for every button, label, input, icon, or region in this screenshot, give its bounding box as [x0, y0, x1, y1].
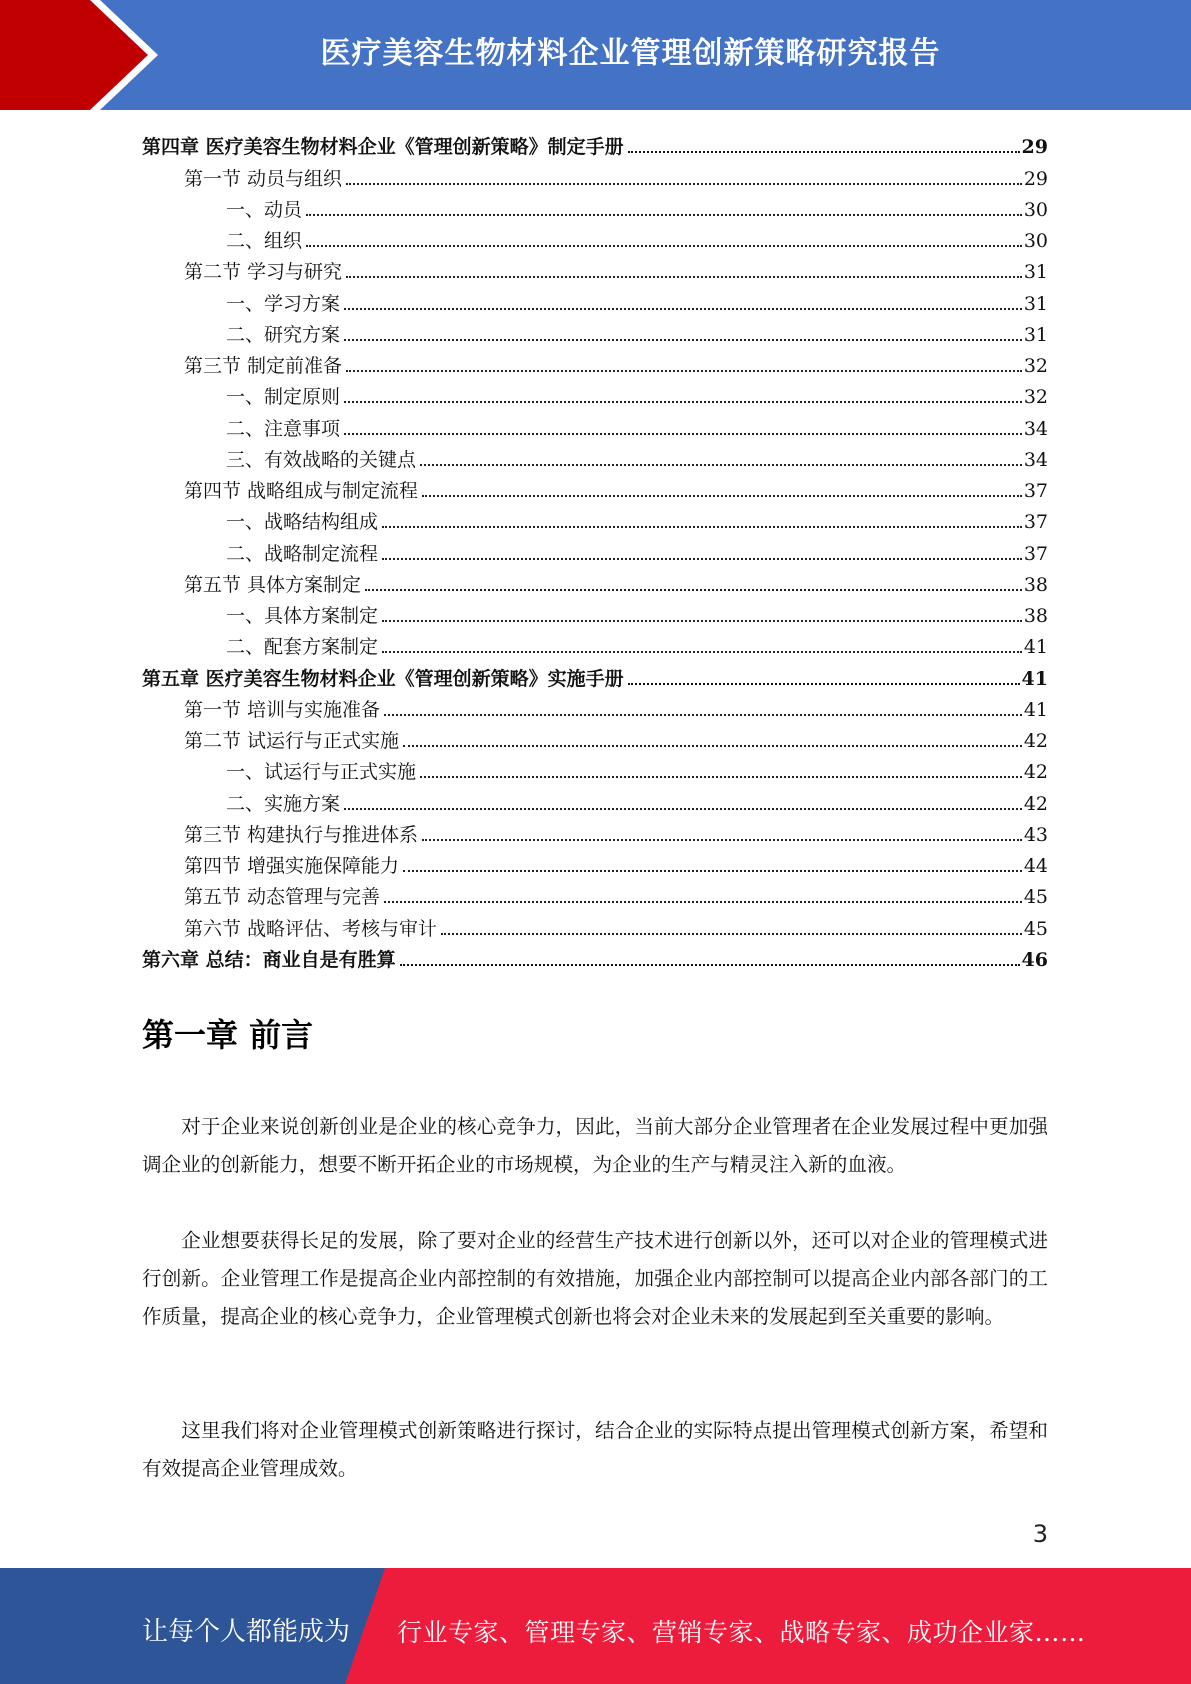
toc-subsection-entry[interactable] [142, 534, 1048, 565]
toc-page-number: 31 [1023, 292, 1048, 315]
toc-page-number: 38 [1023, 605, 1048, 627]
toc-page-number: 46 [1021, 948, 1048, 971]
toc-dot-leader [403, 745, 1022, 747]
toc-section-entry[interactable] [142, 159, 1048, 190]
toc-page-number: 37 [1023, 480, 1048, 502]
toc-dot-leader [306, 245, 1022, 247]
toc-page-number: 34 [1023, 448, 1048, 471]
toc-page-number: 32 [1023, 386, 1048, 409]
page-header [0, 0, 1191, 110]
toc-entry-label: 二、注意事项 [226, 417, 341, 440]
toc-page-number: 34 [1023, 417, 1048, 440]
toc-dot-leader [384, 901, 1022, 903]
toc-entry-label: 一、制定原则 [226, 386, 341, 409]
toc-subsection-entry[interactable] [142, 441, 1048, 472]
toc-entry-label: 第五章 医疗美容生物材料企业《管理创新策略》实施手册 [142, 667, 624, 690]
toc-section-entry[interactable] [142, 816, 1048, 847]
toc-subsection-entry[interactable] [142, 628, 1048, 659]
toc-entry-label: 二、研究方案 [226, 323, 341, 346]
toc-entry-label: 第四节 增强实施保障能力 [184, 855, 400, 877]
footer-slogan-right: 行业专家、管理专家、营销专家、战略专家、成功企业家…… [397, 1618, 1086, 1647]
toc-entry-label: 第六章 总结：商业自是有胜算 [142, 948, 396, 971]
page-footer [0, 1568, 1191, 1684]
toc-page-number: 37 [1023, 511, 1048, 534]
body-paragraph: 对于企业来说创新创业是企业的核心竞争力，因此，当前大部分企业管理者在企业发展过程中更加强调企业的创新能力，想要不断开拓企业的市场规模，为企业的生产与精灵注入新的血液。 [142, 1115, 1048, 1176]
toc-section-entry[interactable] [142, 878, 1048, 909]
toc-page-number: 30 [1023, 198, 1048, 221]
toc-dot-leader [382, 651, 1022, 653]
toc-section-entry[interactable] [142, 722, 1048, 753]
toc-section-entry[interactable] [142, 566, 1048, 597]
toc-section-entry[interactable] [142, 847, 1048, 878]
toc-subsection-entry[interactable] [142, 222, 1048, 253]
toc-dot-leader [628, 683, 1020, 685]
toc-page-number: 37 [1023, 542, 1048, 565]
footer-slogan-left: 让每个人都能成为 [142, 1617, 351, 1647]
toc-entry-label: 第三节 制定前准备 [184, 355, 343, 377]
toc-page-number: 29 [1023, 167, 1048, 190]
toc-dot-leader [306, 214, 1022, 216]
toc-dot-leader [382, 620, 1022, 622]
toc-page-number: 32 [1023, 355, 1048, 377]
toc-dot-leader [344, 433, 1022, 435]
toc-subsection-entry[interactable] [142, 753, 1048, 784]
report-title: 医疗美容生物材料企业管理创新策略研究报告 [320, 36, 941, 71]
toc-page-number: 31 [1023, 323, 1048, 346]
toc-dot-leader [384, 714, 1022, 716]
toc-entry-label: 一、试运行与正式实施 [226, 761, 417, 784]
toc-dot-leader [346, 183, 1022, 185]
body-paragraph: 企业想要获得长足的发展，除了要对企业的经营生产技术进行创新以外，还可以对企业的管理模式进行创新。企业管理工作是提高企业内部控制的有效措施，加强企业内部控制可以提高企业内部各部门的工作质量，提高企业的核心竞争力，企业管理模式创新也将会对企业未来的发展起到至关重要的影响。 [142, 1229, 1048, 1328]
toc-dot-leader [420, 776, 1022, 778]
toc-dot-leader [344, 808, 1022, 810]
toc-page-number: 45 [1023, 917, 1048, 940]
toc-dot-leader [403, 870, 1022, 872]
toc-page-number: 42 [1023, 730, 1048, 752]
toc-page-number: 29 [1021, 136, 1048, 159]
toc-entry-label: 二、组织 [226, 230, 303, 252]
toc-entry-label: 第六节 战略评估、考核与审计 [184, 917, 438, 940]
toc-entry-label: 二、配套方案制定 [226, 636, 379, 659]
toc-entry-label: 一、战略结构组成 [226, 511, 379, 534]
toc-dot-leader [344, 401, 1022, 403]
toc-page-number: 38 [1023, 573, 1048, 596]
toc-entry-label: 三、有效战略的关键点 [226, 448, 417, 471]
toc-dot-leader [344, 308, 1022, 310]
toc-entry-label: 第三节 构建执行与推进体系 [184, 823, 419, 846]
toc-chapter-entry[interactable] [142, 941, 1048, 972]
toc-page-number: 42 [1023, 761, 1048, 784]
toc-entry-label: 第一节 培训与实施准备 [184, 698, 381, 721]
toc-dot-leader [346, 370, 1022, 372]
toc-section-entry[interactable] [142, 253, 1048, 284]
toc-page-number: 45 [1023, 886, 1048, 909]
toc-entry-label: 二、实施方案 [226, 792, 341, 815]
toc-subsection-entry[interactable] [142, 284, 1048, 315]
toc-subsection-entry[interactable] [142, 378, 1048, 409]
toc-dot-leader [441, 933, 1022, 935]
toc-page-number: 41 [1021, 667, 1048, 690]
toc-section-entry[interactable] [142, 472, 1048, 503]
toc-page-number: 44 [1023, 855, 1048, 877]
toc-dot-leader [422, 495, 1022, 497]
header-corner-arrow [0, 0, 160, 110]
toc-entry-label: 第一节 动员与组织 [184, 167, 343, 190]
toc-entry-label: 第二节 试运行与正式实施 [184, 730, 400, 752]
toc-section-entry[interactable] [142, 691, 1048, 722]
toc-entry-label: 一、具体方案制定 [226, 605, 379, 627]
toc-entry-label: 第四章 医疗美容生物材料企业《管理创新策略》制定手册 [142, 136, 624, 159]
body-paragraph: 这里我们将对企业管理模式创新策略进行探讨，结合企业的实际特点提出管理模式创新方案，希望和有效提高企业管理成效。 [142, 1419, 1048, 1480]
toc-entry-label: 一、学习方案 [226, 292, 341, 315]
toc-page-number: 30 [1023, 230, 1048, 252]
toc-subsection-entry[interactable] [142, 409, 1048, 440]
toc-dot-leader [382, 558, 1022, 560]
toc-page-number: 42 [1023, 792, 1048, 815]
toc-entry-label: 第五节 动态管理与完善 [184, 886, 381, 909]
toc-page-number: 41 [1023, 698, 1048, 721]
toc-dot-leader [365, 589, 1022, 591]
toc-entry-label: 第五节 具体方案制定 [184, 573, 362, 596]
toc-dot-leader [400, 964, 1020, 966]
toc-chapter-entry[interactable] [142, 128, 1048, 159]
toc-entry-label: 第四节 战略组成与制定流程 [184, 480, 419, 502]
toc-page-number: 43 [1023, 823, 1048, 846]
toc-dot-leader [346, 276, 1022, 278]
toc-page-number: 41 [1023, 636, 1048, 659]
toc-subsection-entry[interactable] [142, 316, 1048, 347]
toc-dot-leader [344, 339, 1022, 341]
toc-entry-label: 一、动员 [226, 198, 303, 221]
toc-dot-leader [422, 839, 1022, 841]
toc-subsection-entry[interactable] [142, 597, 1048, 628]
toc-entry-label: 二、战略制定流程 [226, 542, 379, 565]
toc-dot-leader [382, 526, 1022, 528]
toc-chapter-entry[interactable] [142, 659, 1048, 690]
chapter-heading: 第一章 前言 [142, 1016, 314, 1054]
toc-subsection-entry[interactable] [142, 503, 1048, 534]
toc-subsection-entry[interactable] [142, 191, 1048, 222]
toc-entry-label: 第二节 学习与研究 [184, 261, 343, 284]
toc-page-number: 31 [1023, 261, 1048, 284]
toc-subsection-entry[interactable] [142, 784, 1048, 815]
toc-section-entry[interactable] [142, 347, 1048, 378]
red-arrow-shape [0, 0, 148, 110]
toc-dot-leader [628, 151, 1020, 153]
toc-dot-leader [420, 464, 1022, 466]
toc-section-entry[interactable] [142, 909, 1048, 940]
table-of-contents [142, 128, 1048, 972]
page-number: 3 [1032, 1520, 1048, 1548]
